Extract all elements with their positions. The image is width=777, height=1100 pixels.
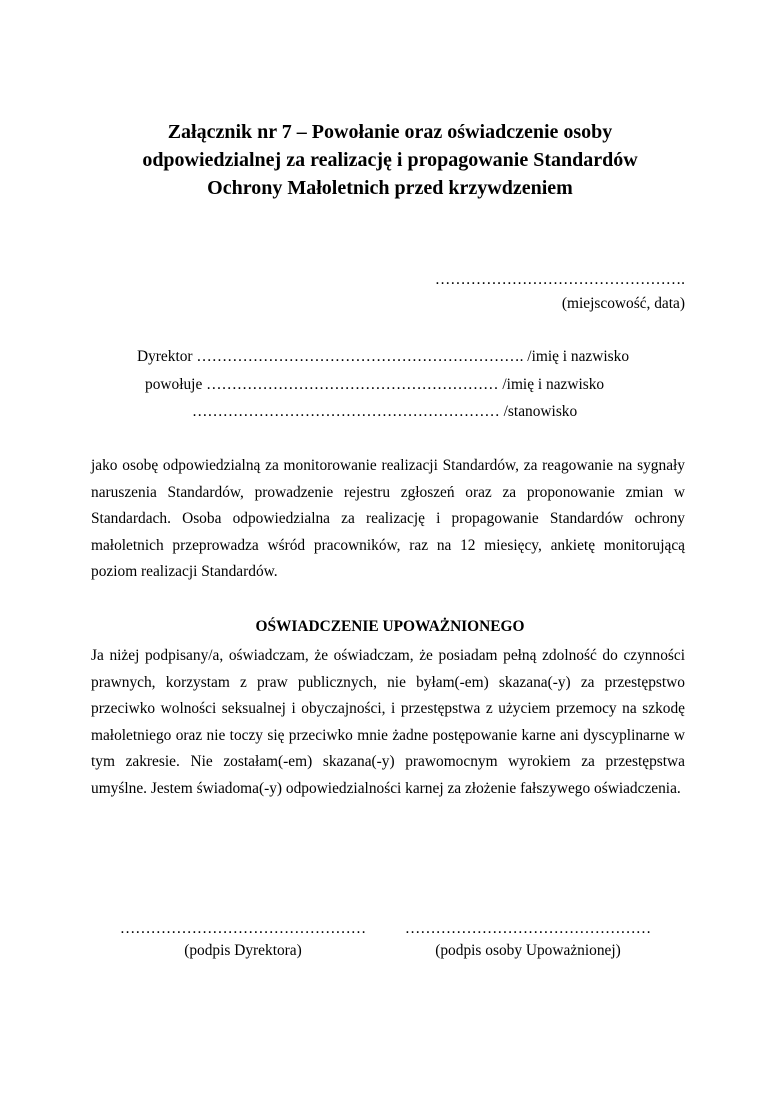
director-signature-caption: (podpis Dyrektora) [184, 942, 302, 959]
appointment-appointee-line: powołuje ………………………………………………… /imię i nazwisko [145, 376, 605, 393]
place-date-field: …………………………………………. [434, 271, 685, 288]
title-line-3: Ochrony Małoletnich przed krzywdzeniem [207, 177, 573, 199]
director-signature-block [118, 918, 368, 962]
title-line-1: Załącznik nr 7 – Powołanie oraz oświadczenie osoby [167, 121, 613, 143]
appointment-director-line: Dyrektor ………………………………………………………. /imię i nazwisko [137, 348, 630, 365]
declaration-heading: OŚWIADCZENIE UPOWAŻNIONEGO [255, 618, 525, 635]
authorized-signature-block [397, 918, 659, 962]
declaration-paragraph: Ja niżej podpisany/a, oświadczam, że oświadczam, że posiadam pełną zdolność do czynności prawnych, korzystam z praw publicznych, nie byłam(-em) skazana(-y) za przestępstwo przeciwko wolności seksualnej i obyczajności, i przestępstwa z użyciem przemocy na szkodę małoletniego oraz nie toczy się przeciwko mnie żadne postępowanie karne ani dyscyplinarne w tym zakresie. Nie zostałam(-em) skazana(-y) prawomocnym wyrokiem za przestępstwa umyślne. Jestem świadoma(-y) odpowiedzialności karnej za złożenie fałszywego oświadczenia. [91, 647, 685, 797]
appointment-position-line: …………………………………………………… /stanowisko [192, 403, 578, 420]
authorized-signature-line: ………………………………………… [404, 920, 652, 937]
document-title [90, 118, 690, 202]
authorized-signature-caption: (podpis osoby Upoważnionej) [435, 942, 621, 959]
director-signature-line: ………………………………………… [119, 920, 367, 937]
place-date-caption: (miejscowość, data) [561, 295, 685, 312]
responsibility-paragraph: jako osobę odpowiedzialną za monitorowanie realizacji Standardów, za reagowanie na sygnały naruszenia Standardów, prowadzenie rejestru zgłoszeń oraz za proponowanie zmian w Standardach. Osoba odpowiedzialna za realizację i propagowanie Standardów ochrony małoletnich przeprowadza wśród pracowników, raz na 12 miesięcy, ankietę monitorującą poziom realizacji Standardów. [91, 457, 685, 580]
title-line-2: odpowiedzialnej za realizację i propagowanie Standardów [142, 149, 638, 171]
